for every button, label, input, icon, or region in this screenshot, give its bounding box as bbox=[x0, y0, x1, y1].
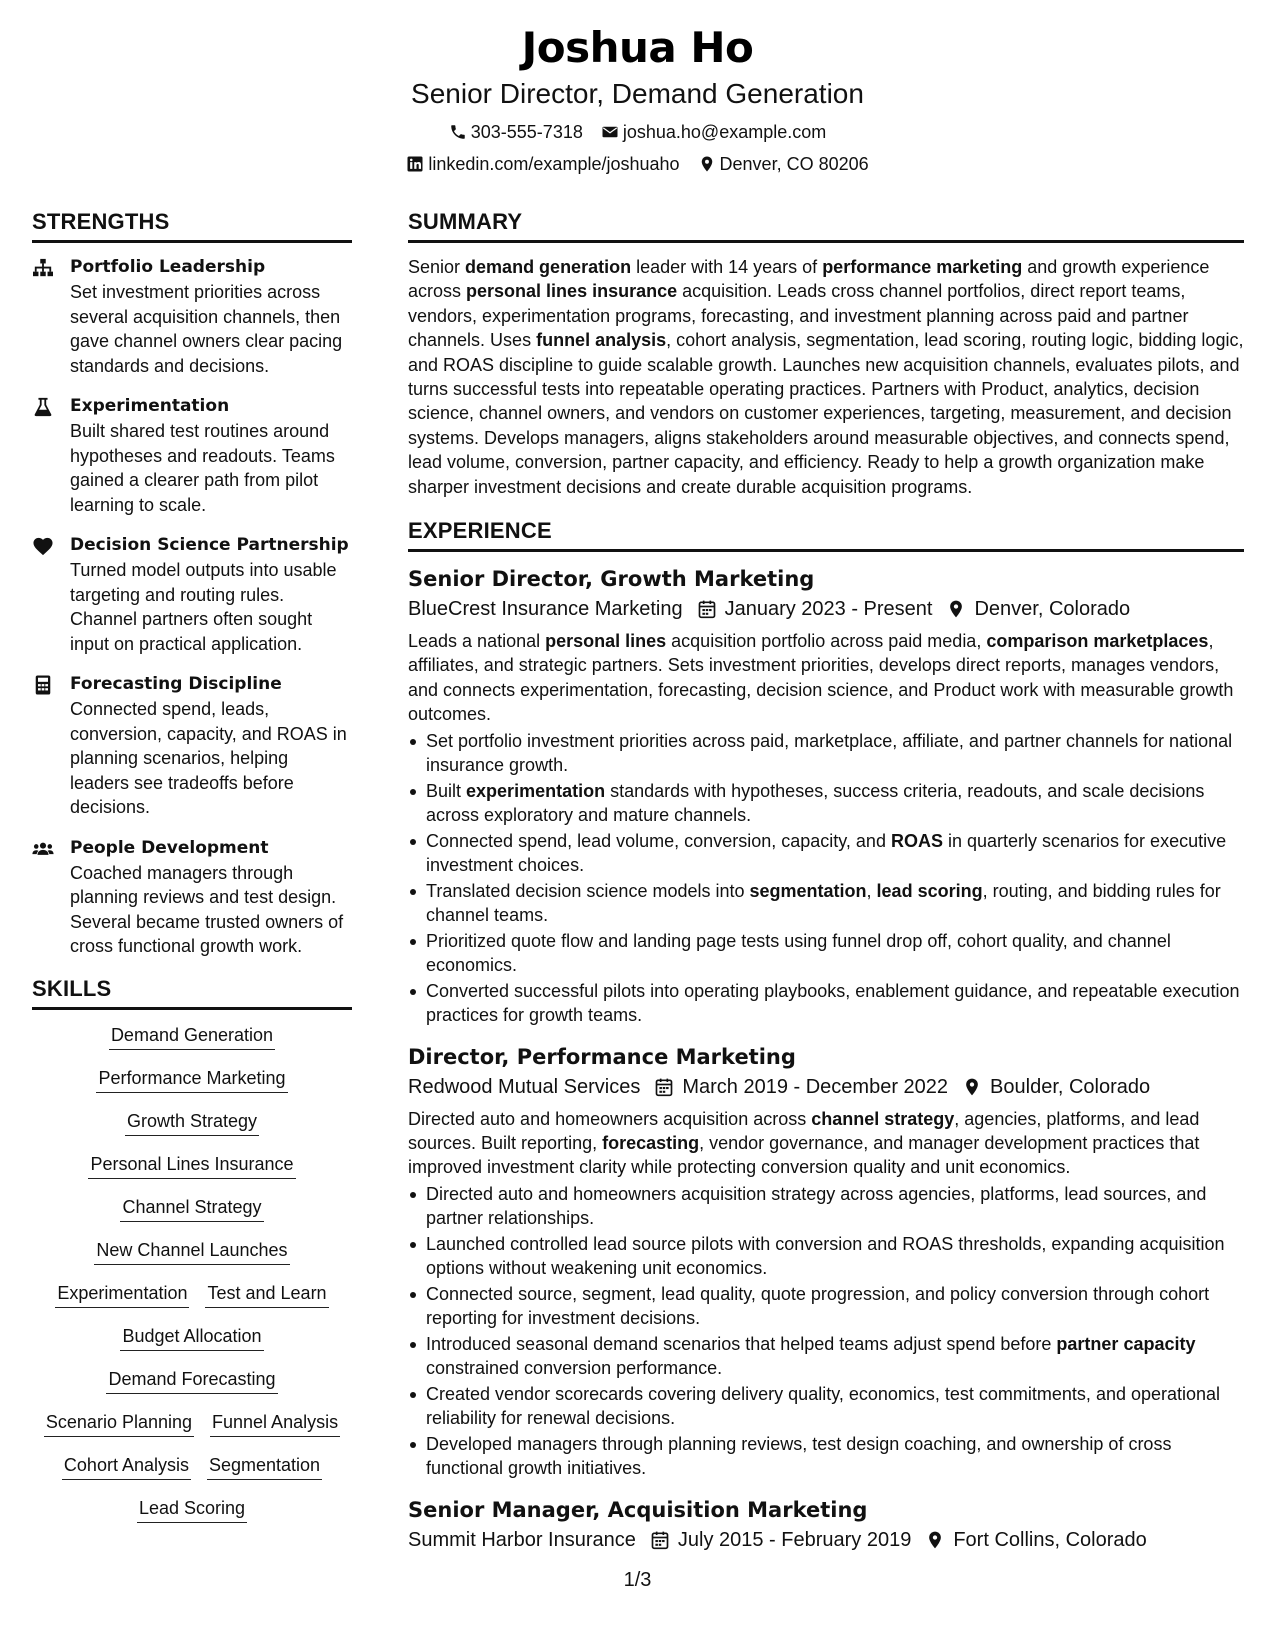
strength-title: People Development bbox=[70, 837, 269, 858]
emphasis-text: comparison marketplaces bbox=[986, 631, 1209, 652]
bullet-item: Built experimentation standards with hypotheses, success criteria, readouts, and scale decisions across exploratory and mature channels. bbox=[408, 779, 1244, 828]
emphasis-text: personal lines insurance bbox=[466, 281, 678, 302]
summary-heading: SUMMARY bbox=[408, 208, 1244, 243]
job-meta bbox=[408, 1525, 1244, 1555]
job-location bbox=[962, 1072, 1150, 1102]
location-text: Boulder, Colorado bbox=[990, 1075, 1151, 1098]
strength-item bbox=[32, 255, 352, 378]
job-meta bbox=[408, 594, 1244, 624]
calculator-icon bbox=[32, 675, 54, 695]
job-meta bbox=[408, 1072, 1244, 1102]
heart-icon bbox=[32, 536, 54, 556]
strength-text: Turned model outputs into usable targeting and routing rules. Channel partners often sought input on practical application. bbox=[70, 560, 337, 654]
strength-text: Coached managers through planning reviews and test design. Several became trusted owners of cross functional growth work. bbox=[70, 862, 344, 956]
emphasis-text: performance marketing bbox=[822, 257, 1023, 277]
job-description: Directed auto and homeowners acquisition across channel strategy, agencies, platforms, and lead sources. Built reporting, forecasting, vendor governance, and manager development practices that improved investment clarity while protecting conversion quality and unit economics. bbox=[408, 1108, 1200, 1178]
skill-tag: Segmentation bbox=[207, 1454, 322, 1480]
emphasis-text: partner capacity bbox=[1056, 1333, 1196, 1354]
job-location bbox=[946, 594, 1130, 624]
skill-tag: Experimentation bbox=[55, 1282, 189, 1308]
strength-title: Forecasting Discipline bbox=[70, 674, 282, 694]
job-company bbox=[408, 1072, 640, 1102]
calendar-icon bbox=[650, 1530, 670, 1550]
calendar-icon bbox=[697, 599, 717, 619]
skill-tag: Cohort Analysis bbox=[62, 1454, 191, 1480]
linkedin-contact[interactable] bbox=[406, 152, 679, 176]
calendar-icon bbox=[654, 1077, 674, 1097]
skill-tag: Test and Learn bbox=[205, 1282, 328, 1308]
job-bullets bbox=[408, 729, 1244, 1028]
right-column bbox=[408, 208, 1244, 1569]
bullet-item: Developed managers through planning reviews, test design coaching, and ownership of cross functional growth initiatives. bbox=[408, 1432, 1244, 1481]
resume-header bbox=[0, 22, 1275, 176]
job-entry bbox=[408, 1495, 1244, 1555]
page-number: 1/3 bbox=[623, 1569, 652, 1591]
skill-tag: Scenario Planning bbox=[44, 1411, 194, 1437]
map-marker-icon bbox=[925, 1530, 945, 1550]
phone-contact[interactable] bbox=[449, 120, 583, 144]
job-bullets bbox=[408, 1182, 1244, 1481]
bullet-item: Prioritized quote flow and landing page tests using funnel drop off, cohort quality, and channel economics. bbox=[408, 929, 1244, 978]
strength-item bbox=[32, 533, 352, 656]
candidate-title: Senior Director, Demand Generation bbox=[411, 78, 864, 109]
contact-row-1 bbox=[0, 120, 1275, 144]
contact-row-2 bbox=[0, 152, 1275, 176]
dates-text: March 2019 - December 2022 bbox=[682, 1075, 949, 1098]
phone-icon bbox=[449, 123, 467, 141]
skill-tag: Personal Lines Insurance bbox=[88, 1153, 295, 1179]
dates-text: January 2023 - Present bbox=[724, 598, 933, 621]
phone-text: 303-555-7318 bbox=[470, 122, 583, 142]
emphasis-text: funnel analysis bbox=[536, 330, 667, 351]
bullet-item: Set portfolio investment priorities across paid, marketplace, affiliate, and partner channels for national insurance growth. bbox=[408, 729, 1244, 778]
skill-tag: Performance Marketing bbox=[96, 1067, 287, 1093]
job-company bbox=[408, 594, 683, 624]
users-icon bbox=[32, 839, 54, 859]
map-marker-icon bbox=[946, 599, 966, 619]
emphasis-text: segmentation bbox=[749, 880, 867, 901]
emphasis-text: demand generation bbox=[465, 257, 632, 277]
job-company bbox=[408, 1525, 636, 1555]
skills-list bbox=[32, 1022, 352, 1523]
flask-icon bbox=[32, 397, 54, 417]
emphasis-text: channel strategy bbox=[811, 1108, 955, 1129]
job-title: Senior Manager, Acquisition Marketing bbox=[408, 1497, 868, 1522]
skill-tag: Channel Strategy bbox=[120, 1196, 263, 1222]
skill-tag: Funnel Analysis bbox=[210, 1411, 340, 1437]
strengths-heading: STRENGTHS bbox=[32, 208, 352, 243]
job-title: Senior Director, Growth Marketing bbox=[408, 567, 815, 592]
sitemap-icon bbox=[32, 258, 54, 278]
experience-heading: EXPERIENCE bbox=[408, 517, 1244, 552]
candidate-name: Joshua Ho bbox=[521, 23, 754, 72]
bullet-item: Converted successful pilots into operating playbooks, enablement guidance, and repeatable execution practices for growth teams. bbox=[408, 979, 1244, 1028]
bullet-item: Translated decision science models into segmentation, lead scoring, routing, and bidding rules for channel teams. bbox=[408, 879, 1244, 928]
skill-tag: Demand Forecasting bbox=[106, 1368, 277, 1394]
location-contact bbox=[698, 152, 869, 176]
emphasis-text: personal lines bbox=[545, 631, 667, 652]
skill-tag: Budget Allocation bbox=[120, 1325, 263, 1351]
emphasis-text: lead scoring bbox=[876, 880, 983, 901]
company-text: Redwood Mutual Services bbox=[408, 1075, 641, 1098]
emphasis-text: ROAS bbox=[890, 830, 943, 851]
map-marker-icon bbox=[698, 155, 716, 173]
strength-item bbox=[32, 672, 352, 820]
company-text: Summit Harbor Insurance bbox=[408, 1528, 636, 1551]
dates-text: July 2015 - February 2019 bbox=[677, 1528, 912, 1551]
skills-heading: SKILLS bbox=[32, 975, 352, 1010]
strength-item bbox=[32, 836, 352, 959]
strength-text: Connected spend, leads, conversion, capacity, and ROAS in planning scenarios, helping leaders see tradeoffs before decisions. bbox=[70, 699, 347, 817]
envelope-icon bbox=[601, 123, 619, 141]
email-text: joshua.ho@example.com bbox=[622, 122, 827, 142]
skill-tag: Demand Generation bbox=[109, 1024, 275, 1050]
bullet-item: Created vendor scorecards covering delivery quality, economics, test commitments, and operational reliability for renewal decisions. bbox=[408, 1382, 1244, 1431]
skill-tag: New Channel Launches bbox=[94, 1239, 289, 1265]
job-entry bbox=[408, 1042, 1244, 1481]
strength-item bbox=[32, 394, 352, 517]
skill-tag: Growth Strategy bbox=[125, 1110, 259, 1136]
bullet-item: Directed auto and homeowners acquisition strategy across agencies, platforms, lead sources, and partner relationships. bbox=[408, 1182, 1244, 1231]
company-text: BlueCrest Insurance Marketing bbox=[408, 598, 683, 621]
linkedin-text: linkedin.com/example/joshuaho bbox=[428, 154, 680, 174]
strength-title: Portfolio Leadership bbox=[70, 257, 266, 277]
experience-list bbox=[408, 564, 1244, 1554]
strength-text: Set investment priorities across several acquisition channels, then gave channel owners clear pacing standards and decisions. bbox=[70, 282, 343, 376]
bullet-item: Introduced seasonal demand scenarios that helped teams adjust spend before partner capacity constrained conversion performance. bbox=[408, 1332, 1244, 1381]
job-entry bbox=[408, 564, 1244, 1027]
job-dates bbox=[650, 1525, 911, 1555]
job-dates bbox=[654, 1072, 948, 1102]
bullet-item: Launched controlled lead source pilots with conversion and ROAS thresholds, expanding acquisition options without weakening unit economics. bbox=[408, 1232, 1244, 1281]
left-column bbox=[32, 208, 352, 1523]
bullet-item: Connected source, segment, lead quality, quote progression, and policy conversion through cohort reporting for investment decisions. bbox=[408, 1282, 1244, 1331]
emphasis-text: experimentation bbox=[466, 780, 606, 801]
location-text: Denver, CO 80206 bbox=[719, 154, 869, 174]
strength-text: Built shared test routines around hypotheses and readouts. Teams gained a clearer path from pilot learning to scale. bbox=[70, 421, 335, 515]
strength-title: Decision Science Partnership bbox=[70, 535, 349, 555]
job-dates bbox=[697, 594, 933, 624]
skill-tag: Lead Scoring bbox=[137, 1497, 247, 1523]
email-contact[interactable] bbox=[601, 120, 826, 144]
map-marker-icon bbox=[962, 1077, 982, 1097]
strength-title: Experimentation bbox=[70, 396, 230, 416]
linkedin-icon bbox=[406, 155, 424, 173]
job-title: Director, Performance Marketing bbox=[408, 1044, 796, 1069]
summary-text: Senior demand generation leader with 14 years of performance marketing and growth experience across personal lines insurance acquisition. Leads cross channel portfolios, direct report teams, vendors, experimentation programs, forecasting, and investment planning across paid and partner channels. Uses funnel analysis, cohort analysis, segmentation, lead scoring, routing logic, bidding logic, and ROAS discipline to guide scalable growth. Launches new acquisition channels, evaluates pilots, and turns successful tests into repeatable operating practices. Partners with Product, analytics, decision science, channel owners, and vendors on customer experiences, targeting, measurement, and decision systems. Develops managers, aligns stakeholders around measurable objectives, and connects spend, lead volume, conversion, partner capacity, and efficiency. Ready to help a growth organization make sharper investment decisions and create durable acquisition programs. bbox=[408, 257, 1244, 497]
emphasis-text: forecasting bbox=[602, 1132, 700, 1153]
job-description: Leads a national personal lines acquisition portfolio across paid media, comparison marketplaces, affiliates, and strategic partners. Sets investment priorities, develops direct reports, manages vendors, and connects experimentation, forecasting, decision science, and Product work with measurable growth outcomes. bbox=[408, 631, 1234, 725]
job-location bbox=[925, 1525, 1146, 1555]
location-text: Denver, Colorado bbox=[974, 598, 1131, 621]
bullet-item: Connected spend, lead volume, conversion, capacity, and ROAS in quarterly scenarios for executive investment choices. bbox=[408, 829, 1244, 878]
location-text: Fort Collins, Colorado bbox=[953, 1528, 1147, 1551]
